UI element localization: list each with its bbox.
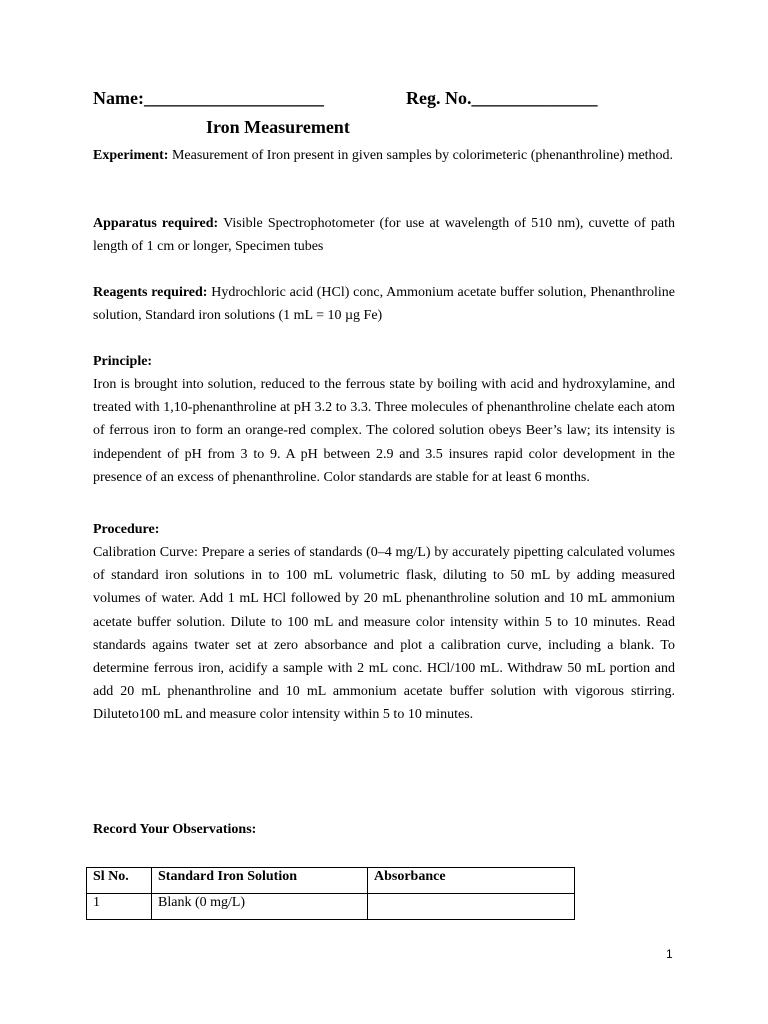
table-header-row [87, 868, 575, 894]
page-number: 1 [666, 947, 673, 961]
document-title: Iron Measurement [206, 117, 350, 137]
reagents-paragraph [93, 281, 675, 327]
principle-heading: Principle: [93, 354, 153, 369]
column-header-standard-iron-solution: Standard Iron Solution [152, 868, 368, 894]
apparatus-paragraph [93, 212, 675, 258]
table-cell-standard-iron-solution: Blank (0 mg/L) [152, 894, 368, 920]
table-cell-absorbance[interactable] [368, 894, 575, 920]
table-cell-sl-no: 1 [87, 894, 152, 920]
name-field[interactable]: Name:____________________ [93, 88, 324, 108]
observations-heading: Record Your Observations: [93, 822, 257, 837]
column-header-absorbance: Absorbance [368, 868, 575, 894]
experiment-paragraph [93, 144, 675, 167]
procedure-heading: Procedure: [93, 522, 160, 537]
procedure-text: Calibration Curve: Prepare a series of standards (0–4 mg/L) by accurately pipetting calculated volumes of standard iron solutions in to 100 mL volumetric flask, diluting to 50 mL by adding measured volumes of water. Add 1 mL HCl followed by 20 mL phenanthroline solution and 10 mL ammonium acetate buffer solution. Dilute to 100 mL and measure color intensity within 5 to 10 minutes. Read standards agains twater set at zero absorbance and plot a calibration curve, including a blank. To determine ferrous iron, acidify a sample with 2 mL conc. HCl/100 mL. Withdraw 50 mL portion and add 20 mL phenanthroline and 10 mL ammonium acetate buffer solution with vigorous stirring. Diluteto100 mL and measure color intensity within 5 to 10 minutes. [93, 545, 675, 723]
apparatus-text: Visible Spectrophotometer (for use at wavelength of 510 nm), cuvette of path length of 1 cm or longer, Specimen tubes [93, 216, 675, 255]
column-header-sl-no: Sl No. [87, 868, 152, 894]
experiment-label: Experiment: [93, 148, 169, 163]
table-row [87, 894, 575, 920]
principle-text: Iron is brought into solution, reduced to the ferrous state by boiling with acid and hydroxylamine, and treated with 1,10-phenanthroline at pH 3.2 to 3.3. Three molecules of phenanthroline chelate each atom of ferrous iron to form an orange-red complex. The colored solution obeys Beer’s law; its intensity is independent of pH from 3 to 9. A pH between 2.9 and 3.5 insures rapid color development in the presence of an excess of phenanthroline. Color standards are stable for at least 6 months. [93, 377, 675, 485]
reagents-label: Reagents required: [93, 285, 208, 300]
observations-table [86, 867, 575, 920]
reagents-text: Hydrochloric acid (HCl) conc, Ammonium acetate buffer solution, Phenanthroline solution, Standard iron solutions (1 mL = 10 µg Fe) [93, 285, 675, 324]
reg-no-field[interactable]: Reg. No.______________ [406, 88, 598, 108]
apparatus-label: Apparatus required: [93, 216, 219, 231]
experiment-text: Measurement of Iron present in given samples by colorimeteric (phenanthroline) method. [168, 148, 674, 163]
